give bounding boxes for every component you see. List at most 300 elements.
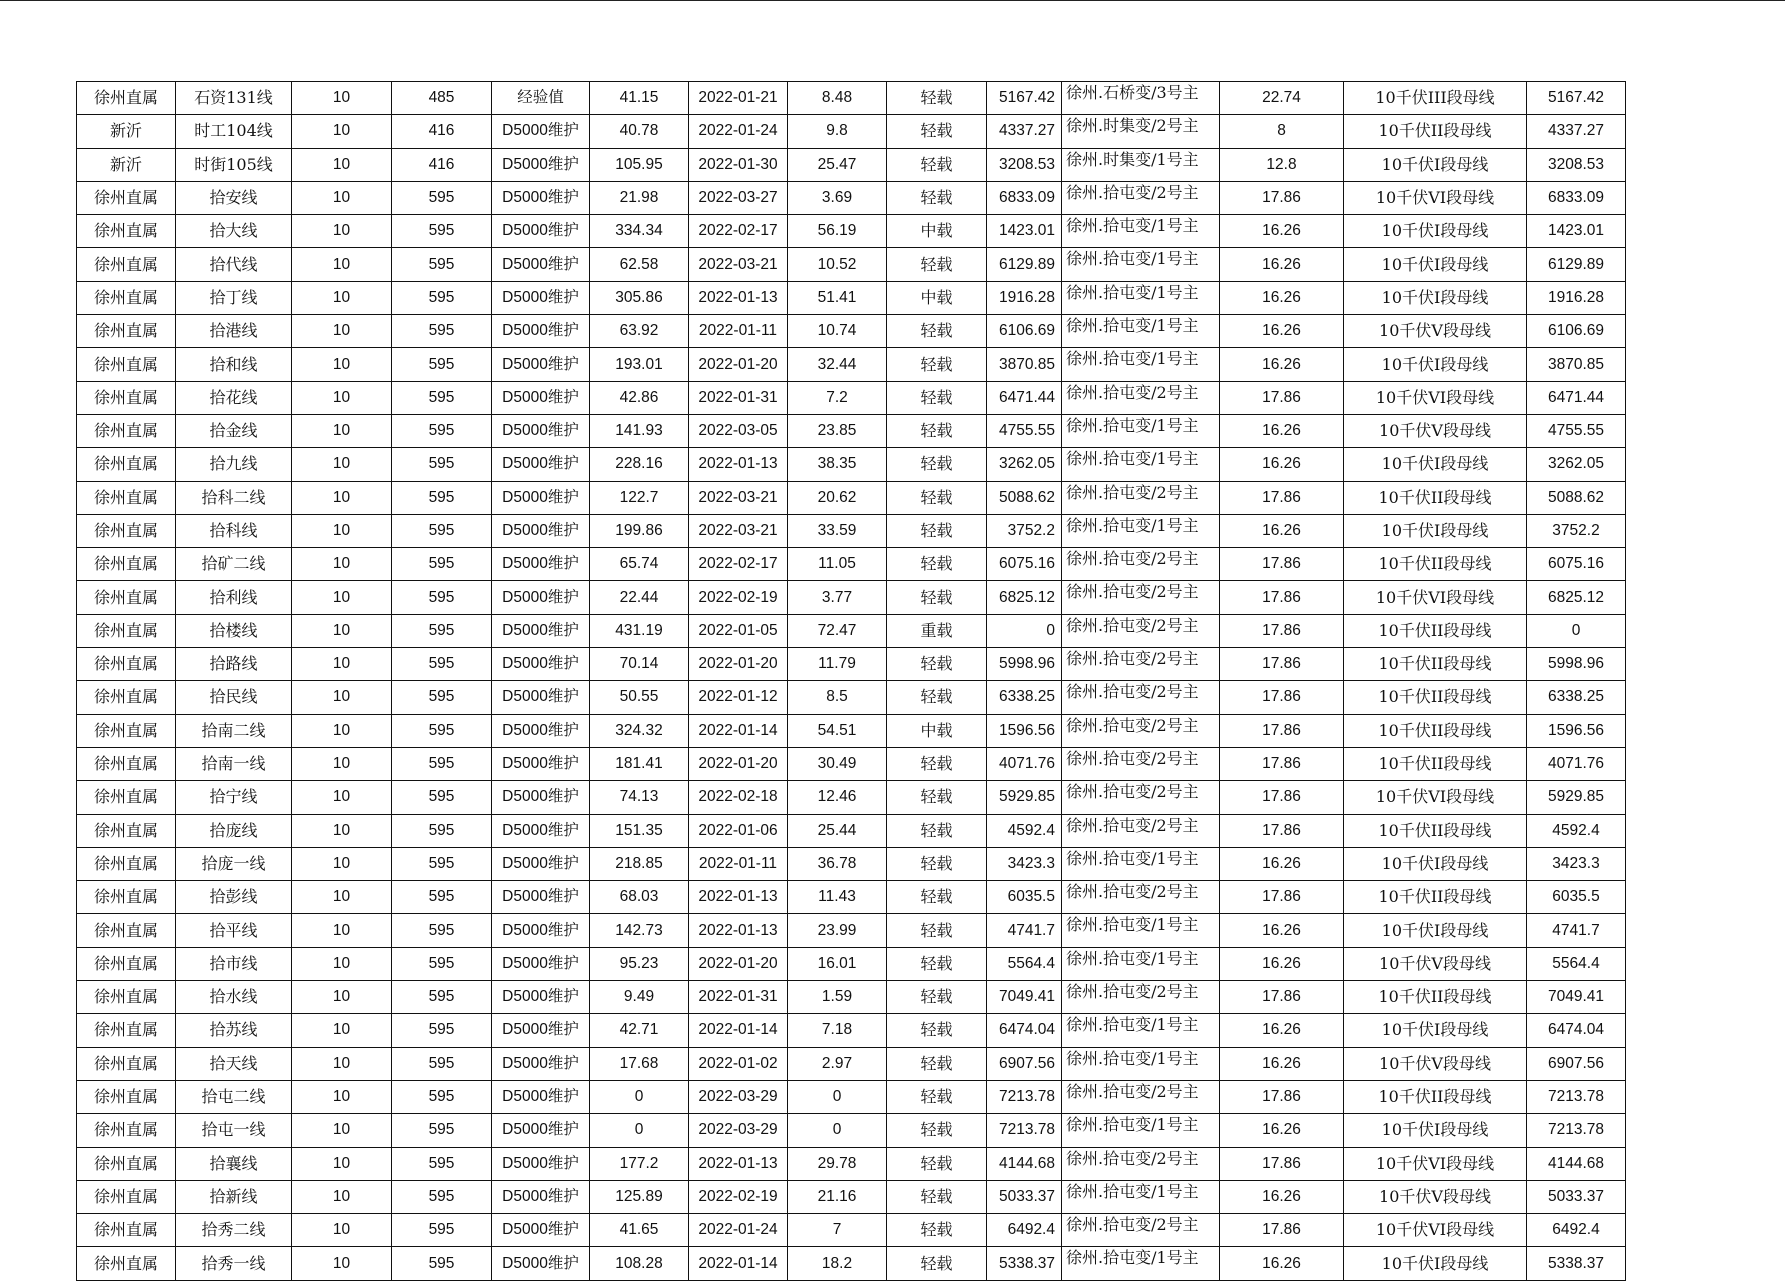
busbar-cell: 10千伏II段母线 bbox=[1344, 548, 1527, 581]
voltage-cell: 10 bbox=[292, 847, 392, 880]
load-rate-cell: 32.44 bbox=[788, 348, 887, 381]
voltage-cell: 10 bbox=[292, 914, 392, 947]
current-cell: 41.15 bbox=[590, 82, 689, 115]
available-capacity-cell: 3208.53 bbox=[987, 148, 1062, 181]
load-rate-cell: 3.69 bbox=[788, 181, 887, 214]
date-cell: 2022-03-21 bbox=[689, 248, 788, 281]
company-cell: 徐州直属 bbox=[77, 1047, 176, 1080]
company-cell: 徐州直属 bbox=[77, 648, 176, 681]
company-cell: 新沂 bbox=[77, 148, 176, 181]
source-cell: D5000维护 bbox=[492, 714, 590, 747]
line-name-cell: 时工104线 bbox=[176, 115, 292, 148]
line-name-cell: 拾屯二线 bbox=[176, 1080, 292, 1113]
transformer-cell: 徐州.拾屯变/1号主 bbox=[1062, 215, 1220, 248]
busbar-cell: 10千伏I段母线 bbox=[1344, 448, 1527, 481]
line-name-cell: 拾秀二线 bbox=[176, 1214, 292, 1247]
company-cell: 徐州直属 bbox=[77, 1214, 176, 1247]
busbar-cell: 10千伏II段母线 bbox=[1344, 881, 1527, 914]
remaining-capacity-cell: 5929.85 bbox=[1527, 781, 1626, 814]
transformer-cell: 徐州.拾屯变/2号主 bbox=[1062, 581, 1220, 614]
transformer-cell: 徐州.拾屯变/1号主 bbox=[1062, 348, 1220, 381]
load-status-cell: 轻载 bbox=[887, 814, 987, 847]
load-rate-cell: 18.2 bbox=[788, 1247, 887, 1280]
source-cell: D5000维护 bbox=[492, 781, 590, 814]
transformer-cell: 徐州.拾屯变/2号主 bbox=[1062, 681, 1220, 714]
date-cell: 2022-01-31 bbox=[689, 381, 788, 414]
load-status-cell: 轻载 bbox=[887, 181, 987, 214]
available-capacity-cell: 7213.78 bbox=[987, 1114, 1062, 1147]
table-row bbox=[77, 481, 1626, 514]
line-name-cell: 拾南一线 bbox=[176, 747, 292, 780]
company-cell: 徐州直属 bbox=[77, 348, 176, 381]
line-name-cell: 拾市线 bbox=[176, 947, 292, 980]
busbar-cell: 10千伏I段母线 bbox=[1344, 1014, 1527, 1047]
date-cell: 2022-01-31 bbox=[689, 981, 788, 1014]
transformer-cell: 徐州.拾屯变/1号主 bbox=[1062, 1114, 1220, 1147]
table-body bbox=[77, 82, 1626, 1281]
remaining-capacity-cell: 6833.09 bbox=[1527, 181, 1626, 214]
capacity-cell: 595 bbox=[392, 1014, 492, 1047]
voltage-cell: 10 bbox=[292, 348, 392, 381]
load-rate-cell: 20.62 bbox=[788, 481, 887, 514]
busbar-cell: 10千伏VI段母线 bbox=[1344, 1147, 1527, 1180]
remaining-capacity-cell: 6106.69 bbox=[1527, 315, 1626, 348]
source-cell: D5000维护 bbox=[492, 1114, 590, 1147]
voltage-cell: 10 bbox=[292, 281, 392, 314]
current-cell: 41.65 bbox=[590, 1214, 689, 1247]
company-cell: 徐州直属 bbox=[77, 1147, 176, 1180]
transformer-value-cell: 16.26 bbox=[1220, 1047, 1344, 1080]
load-rate-cell: 10.74 bbox=[788, 315, 887, 348]
busbar-cell: 10千伏V段母线 bbox=[1344, 1047, 1527, 1080]
current-cell: 62.58 bbox=[590, 248, 689, 281]
available-capacity-cell: 5564.4 bbox=[987, 947, 1062, 980]
transformer-value-cell: 16.26 bbox=[1220, 514, 1344, 547]
load-rate-cell: 56.19 bbox=[788, 215, 887, 248]
capacity-cell: 595 bbox=[392, 215, 492, 248]
current-cell: 70.14 bbox=[590, 648, 689, 681]
transformer-cell: 徐州.拾屯变/2号主 bbox=[1062, 881, 1220, 914]
available-capacity-cell: 4144.68 bbox=[987, 1147, 1062, 1180]
source-cell: D5000维护 bbox=[492, 981, 590, 1014]
date-cell: 2022-02-18 bbox=[689, 781, 788, 814]
load-rate-cell: 36.78 bbox=[788, 847, 887, 880]
load-status-cell: 轻载 bbox=[887, 514, 987, 547]
date-cell: 2022-03-05 bbox=[689, 414, 788, 447]
voltage-cell: 10 bbox=[292, 1014, 392, 1047]
capacity-cell: 595 bbox=[392, 614, 492, 647]
transformer-value-cell: 17.86 bbox=[1220, 781, 1344, 814]
available-capacity-cell: 4071.76 bbox=[987, 747, 1062, 780]
remaining-capacity-cell: 6129.89 bbox=[1527, 248, 1626, 281]
line-name-cell: 拾花线 bbox=[176, 381, 292, 414]
company-cell: 徐州直属 bbox=[77, 414, 176, 447]
busbar-cell: 10千伏II段母线 bbox=[1344, 614, 1527, 647]
load-rate-cell: 72.47 bbox=[788, 614, 887, 647]
transformer-cell: 徐州.时集变/2号主 bbox=[1062, 115, 1220, 148]
date-cell: 2022-02-19 bbox=[689, 1180, 788, 1213]
table-row bbox=[77, 414, 1626, 447]
capacity-cell: 416 bbox=[392, 115, 492, 148]
transformer-value-cell: 16.26 bbox=[1220, 1114, 1344, 1147]
remaining-capacity-cell: 3870.85 bbox=[1527, 348, 1626, 381]
table-row bbox=[77, 82, 1626, 115]
table-row bbox=[77, 947, 1626, 980]
source-cell: D5000维护 bbox=[492, 315, 590, 348]
date-cell: 2022-01-02 bbox=[689, 1047, 788, 1080]
remaining-capacity-cell: 1423.01 bbox=[1527, 215, 1626, 248]
transformer-cell: 徐州.拾屯变/2号主 bbox=[1062, 381, 1220, 414]
load-status-cell: 轻载 bbox=[887, 581, 987, 614]
table-row bbox=[77, 648, 1626, 681]
load-status-cell: 轻载 bbox=[887, 1214, 987, 1247]
available-capacity-cell: 6471.44 bbox=[987, 381, 1062, 414]
busbar-cell: 10千伏V段母线 bbox=[1344, 414, 1527, 447]
available-capacity-cell: 5088.62 bbox=[987, 481, 1062, 514]
load-status-cell: 中载 bbox=[887, 215, 987, 248]
company-cell: 徐州直属 bbox=[77, 82, 176, 115]
date-cell: 2022-01-13 bbox=[689, 914, 788, 947]
line-name-cell: 拾南二线 bbox=[176, 714, 292, 747]
busbar-cell: 10千伏I段母线 bbox=[1344, 847, 1527, 880]
table-row bbox=[77, 115, 1626, 148]
company-cell: 徐州直属 bbox=[77, 514, 176, 547]
capacity-cell: 595 bbox=[392, 248, 492, 281]
line-name-cell: 拾民线 bbox=[176, 681, 292, 714]
transformer-value-cell: 12.8 bbox=[1220, 148, 1344, 181]
table-row bbox=[77, 681, 1626, 714]
transformer-value-cell: 17.86 bbox=[1220, 1147, 1344, 1180]
transformer-value-cell: 17.86 bbox=[1220, 814, 1344, 847]
load-rate-cell: 23.99 bbox=[788, 914, 887, 947]
capacity-cell: 595 bbox=[392, 747, 492, 780]
line-name-cell: 拾秀一线 bbox=[176, 1247, 292, 1280]
capacity-cell: 595 bbox=[392, 281, 492, 314]
source-cell: D5000维护 bbox=[492, 381, 590, 414]
table-row bbox=[77, 348, 1626, 381]
available-capacity-cell: 6035.5 bbox=[987, 881, 1062, 914]
line-name-cell: 拾新线 bbox=[176, 1180, 292, 1213]
transformer-cell: 徐州.拾屯变/1号主 bbox=[1062, 914, 1220, 947]
voltage-cell: 10 bbox=[292, 1047, 392, 1080]
transformer-value-cell: 16.26 bbox=[1220, 914, 1344, 947]
capacity-cell: 595 bbox=[392, 914, 492, 947]
busbar-cell: 10千伏II段母线 bbox=[1344, 481, 1527, 514]
company-cell: 徐州直属 bbox=[77, 1180, 176, 1213]
source-cell: D5000维护 bbox=[492, 548, 590, 581]
busbar-cell: 10千伏I段母线 bbox=[1344, 215, 1527, 248]
load-status-cell: 轻载 bbox=[887, 947, 987, 980]
current-cell: 151.35 bbox=[590, 814, 689, 847]
busbar-cell: 10千伏VI段母线 bbox=[1344, 381, 1527, 414]
current-cell: 141.93 bbox=[590, 414, 689, 447]
load-status-cell: 轻载 bbox=[887, 648, 987, 681]
capacity-cell: 595 bbox=[392, 1080, 492, 1113]
line-name-cell: 石资131线 bbox=[176, 82, 292, 115]
capacity-cell: 595 bbox=[392, 814, 492, 847]
remaining-capacity-cell: 6338.25 bbox=[1527, 681, 1626, 714]
line-name-cell: 拾九线 bbox=[176, 448, 292, 481]
line-name-cell: 拾水线 bbox=[176, 981, 292, 1014]
available-capacity-cell: 6492.4 bbox=[987, 1214, 1062, 1247]
capacity-cell: 595 bbox=[392, 1114, 492, 1147]
table-row bbox=[77, 1114, 1626, 1147]
remaining-capacity-cell: 1916.28 bbox=[1527, 281, 1626, 314]
load-status-cell: 中载 bbox=[887, 281, 987, 314]
voltage-cell: 10 bbox=[292, 148, 392, 181]
load-status-cell: 轻载 bbox=[887, 448, 987, 481]
voltage-cell: 10 bbox=[292, 714, 392, 747]
line-name-cell: 拾庞线 bbox=[176, 814, 292, 847]
company-cell: 徐州直属 bbox=[77, 448, 176, 481]
table-row bbox=[77, 981, 1626, 1014]
transformer-cell: 徐州.拾屯变/1号主 bbox=[1062, 1180, 1220, 1213]
transformer-cell: 徐州.拾屯变/1号主 bbox=[1062, 514, 1220, 547]
transformer-cell: 徐州.拾屯变/2号主 bbox=[1062, 181, 1220, 214]
company-cell: 徐州直属 bbox=[77, 847, 176, 880]
busbar-cell: 10千伏II段母线 bbox=[1344, 814, 1527, 847]
capacity-cell: 595 bbox=[392, 581, 492, 614]
capacity-cell: 595 bbox=[392, 714, 492, 747]
source-cell: D5000维护 bbox=[492, 881, 590, 914]
date-cell: 2022-03-27 bbox=[689, 181, 788, 214]
busbar-cell: 10千伏I段母线 bbox=[1344, 281, 1527, 314]
source-cell: D5000维护 bbox=[492, 248, 590, 281]
load-rate-cell: 11.05 bbox=[788, 548, 887, 581]
line-name-cell: 拾科线 bbox=[176, 514, 292, 547]
load-rate-cell: 7.18 bbox=[788, 1014, 887, 1047]
available-capacity-cell: 3262.05 bbox=[987, 448, 1062, 481]
remaining-capacity-cell: 4592.4 bbox=[1527, 814, 1626, 847]
load-rate-cell: 23.85 bbox=[788, 414, 887, 447]
date-cell: 2022-01-30 bbox=[689, 148, 788, 181]
load-status-cell: 轻载 bbox=[887, 914, 987, 947]
available-capacity-cell: 1423.01 bbox=[987, 215, 1062, 248]
table-row bbox=[77, 581, 1626, 614]
available-capacity-cell: 4337.27 bbox=[987, 115, 1062, 148]
transformer-value-cell: 16.26 bbox=[1220, 281, 1344, 314]
voltage-cell: 10 bbox=[292, 614, 392, 647]
date-cell: 2022-03-21 bbox=[689, 514, 788, 547]
transformer-value-cell: 17.86 bbox=[1220, 681, 1344, 714]
remaining-capacity-cell: 7213.78 bbox=[1527, 1114, 1626, 1147]
source-cell: D5000维护 bbox=[492, 581, 590, 614]
voltage-cell: 10 bbox=[292, 115, 392, 148]
capacity-cell: 595 bbox=[392, 348, 492, 381]
transformer-cell: 徐州.拾屯变/1号主 bbox=[1062, 1047, 1220, 1080]
company-cell: 徐州直属 bbox=[77, 947, 176, 980]
load-rate-cell: 10.52 bbox=[788, 248, 887, 281]
company-cell: 徐州直属 bbox=[77, 381, 176, 414]
company-cell: 徐州直属 bbox=[77, 981, 176, 1014]
line-name-cell: 拾矿二线 bbox=[176, 548, 292, 581]
date-cell: 2022-02-17 bbox=[689, 215, 788, 248]
busbar-cell: 10千伏II段母线 bbox=[1344, 747, 1527, 780]
table-row bbox=[77, 514, 1626, 547]
available-capacity-cell: 6474.04 bbox=[987, 1014, 1062, 1047]
transformer-value-cell: 17.86 bbox=[1220, 747, 1344, 780]
busbar-cell: 10千伏II段母线 bbox=[1344, 648, 1527, 681]
busbar-cell: 10千伏II段母线 bbox=[1344, 1080, 1527, 1113]
source-cell: D5000维护 bbox=[492, 1080, 590, 1113]
voltage-cell: 10 bbox=[292, 781, 392, 814]
capacity-cell: 595 bbox=[392, 1247, 492, 1280]
load-status-cell: 轻载 bbox=[887, 1180, 987, 1213]
source-cell: D5000维护 bbox=[492, 148, 590, 181]
capacity-cell: 595 bbox=[392, 981, 492, 1014]
current-cell: 108.28 bbox=[590, 1247, 689, 1280]
current-cell: 334.34 bbox=[590, 215, 689, 248]
current-cell: 0 bbox=[590, 1114, 689, 1147]
line-name-cell: 拾庞一线 bbox=[176, 847, 292, 880]
table-row bbox=[77, 1147, 1626, 1180]
date-cell: 2022-01-14 bbox=[689, 714, 788, 747]
available-capacity-cell: 6338.25 bbox=[987, 681, 1062, 714]
available-capacity-cell: 4592.4 bbox=[987, 814, 1062, 847]
date-cell: 2022-01-21 bbox=[689, 82, 788, 115]
transformer-value-cell: 17.86 bbox=[1220, 181, 1344, 214]
line-name-cell: 拾大线 bbox=[176, 215, 292, 248]
voltage-cell: 10 bbox=[292, 648, 392, 681]
load-rate-cell: 38.35 bbox=[788, 448, 887, 481]
remaining-capacity-cell: 3208.53 bbox=[1527, 148, 1626, 181]
busbar-cell: 10千伏VI段母线 bbox=[1344, 1214, 1527, 1247]
load-status-cell: 轻载 bbox=[887, 82, 987, 115]
transformer-cell: 徐州.拾屯变/1号主 bbox=[1062, 448, 1220, 481]
source-cell: D5000维护 bbox=[492, 181, 590, 214]
transformer-value-cell: 17.86 bbox=[1220, 548, 1344, 581]
date-cell: 2022-01-06 bbox=[689, 814, 788, 847]
capacity-cell: 595 bbox=[392, 1214, 492, 1247]
load-rate-cell: 25.44 bbox=[788, 814, 887, 847]
available-capacity-cell: 5338.37 bbox=[987, 1247, 1062, 1280]
source-cell: D5000维护 bbox=[492, 914, 590, 947]
date-cell: 2022-03-29 bbox=[689, 1114, 788, 1147]
transformer-cell: 徐州.拾屯变/1号主 bbox=[1062, 248, 1220, 281]
table-row bbox=[77, 747, 1626, 780]
remaining-capacity-cell: 5998.96 bbox=[1527, 648, 1626, 681]
line-name-cell: 拾苏线 bbox=[176, 1014, 292, 1047]
transformer-value-cell: 16.26 bbox=[1220, 1014, 1344, 1047]
transformer-value-cell: 16.26 bbox=[1220, 414, 1344, 447]
transformer-value-cell: 17.86 bbox=[1220, 648, 1344, 681]
available-capacity-cell: 6833.09 bbox=[987, 181, 1062, 214]
capacity-cell: 485 bbox=[392, 82, 492, 115]
current-cell: 125.89 bbox=[590, 1180, 689, 1213]
source-cell: D5000维护 bbox=[492, 448, 590, 481]
load-status-cell: 轻载 bbox=[887, 248, 987, 281]
transformer-cell: 徐州.拾屯变/2号主 bbox=[1062, 814, 1220, 847]
voltage-cell: 10 bbox=[292, 514, 392, 547]
date-cell: 2022-01-13 bbox=[689, 881, 788, 914]
feeder-load-table bbox=[76, 81, 1626, 1281]
remaining-capacity-cell: 5564.4 bbox=[1527, 947, 1626, 980]
remaining-capacity-cell: 4337.27 bbox=[1527, 115, 1626, 148]
company-cell: 徐州直属 bbox=[77, 714, 176, 747]
table-row bbox=[77, 148, 1626, 181]
busbar-cell: 10千伏I段母线 bbox=[1344, 914, 1527, 947]
remaining-capacity-cell: 6075.16 bbox=[1527, 548, 1626, 581]
capacity-cell: 595 bbox=[392, 181, 492, 214]
company-cell: 徐州直属 bbox=[77, 1247, 176, 1280]
company-cell: 新沂 bbox=[77, 115, 176, 148]
voltage-cell: 10 bbox=[292, 481, 392, 514]
company-cell: 徐州直属 bbox=[77, 814, 176, 847]
transformer-value-cell: 8 bbox=[1220, 115, 1344, 148]
load-rate-cell: 33.59 bbox=[788, 514, 887, 547]
company-cell: 徐州直属 bbox=[77, 681, 176, 714]
line-name-cell: 拾代线 bbox=[176, 248, 292, 281]
voltage-cell: 10 bbox=[292, 248, 392, 281]
date-cell: 2022-01-14 bbox=[689, 1247, 788, 1280]
voltage-cell: 10 bbox=[292, 1147, 392, 1180]
available-capacity-cell: 1916.28 bbox=[987, 281, 1062, 314]
voltage-cell: 10 bbox=[292, 947, 392, 980]
line-name-cell: 拾平线 bbox=[176, 914, 292, 947]
load-rate-cell: 21.16 bbox=[788, 1180, 887, 1213]
load-rate-cell: 1.59 bbox=[788, 981, 887, 1014]
source-cell: D5000维护 bbox=[492, 481, 590, 514]
current-cell: 105.95 bbox=[590, 148, 689, 181]
line-name-cell: 拾丁线 bbox=[176, 281, 292, 314]
remaining-capacity-cell: 5167.42 bbox=[1527, 82, 1626, 115]
busbar-cell: 10千伏III段母线 bbox=[1344, 82, 1527, 115]
date-cell: 2022-02-17 bbox=[689, 548, 788, 581]
available-capacity-cell: 1596.56 bbox=[987, 714, 1062, 747]
current-cell: 177.2 bbox=[590, 1147, 689, 1180]
load-status-cell: 轻载 bbox=[887, 1014, 987, 1047]
current-cell: 65.74 bbox=[590, 548, 689, 581]
transformer-cell: 徐州.拾屯变/2号主 bbox=[1062, 1080, 1220, 1113]
source-cell: D5000维护 bbox=[492, 1014, 590, 1047]
transformer-cell: 徐州.拾屯变/2号主 bbox=[1062, 481, 1220, 514]
current-cell: 50.55 bbox=[590, 681, 689, 714]
busbar-cell: 10千伏I段母线 bbox=[1344, 348, 1527, 381]
load-rate-cell: 3.77 bbox=[788, 581, 887, 614]
voltage-cell: 10 bbox=[292, 1214, 392, 1247]
available-capacity-cell: 5033.37 bbox=[987, 1180, 1062, 1213]
current-cell: 21.98 bbox=[590, 181, 689, 214]
capacity-cell: 595 bbox=[392, 847, 492, 880]
line-name-cell: 拾宁线 bbox=[176, 781, 292, 814]
source-cell: D5000维护 bbox=[492, 648, 590, 681]
current-cell: 228.16 bbox=[590, 448, 689, 481]
date-cell: 2022-01-11 bbox=[689, 847, 788, 880]
remaining-capacity-cell: 6825.12 bbox=[1527, 581, 1626, 614]
load-status-cell: 轻载 bbox=[887, 414, 987, 447]
transformer-cell: 徐州.拾屯变/2号主 bbox=[1062, 781, 1220, 814]
source-cell: D5000维护 bbox=[492, 847, 590, 880]
transformer-value-cell: 16.26 bbox=[1220, 1247, 1344, 1280]
remaining-capacity-cell: 3752.2 bbox=[1527, 514, 1626, 547]
load-rate-cell: 12.46 bbox=[788, 781, 887, 814]
capacity-cell: 595 bbox=[392, 648, 492, 681]
line-name-cell: 拾金线 bbox=[176, 414, 292, 447]
transformer-cell: 徐州.拾屯变/2号主 bbox=[1062, 548, 1220, 581]
load-status-cell: 轻载 bbox=[887, 1080, 987, 1113]
load-rate-cell: 8.5 bbox=[788, 681, 887, 714]
table-row bbox=[77, 281, 1626, 314]
load-status-cell: 轻载 bbox=[887, 1114, 987, 1147]
voltage-cell: 10 bbox=[292, 548, 392, 581]
capacity-cell: 595 bbox=[392, 681, 492, 714]
transformer-value-cell: 16.26 bbox=[1220, 315, 1344, 348]
busbar-cell: 10千伏II段母线 bbox=[1344, 681, 1527, 714]
source-cell: D5000维护 bbox=[492, 681, 590, 714]
busbar-cell: 10千伏V段母线 bbox=[1344, 1180, 1527, 1213]
load-status-cell: 轻载 bbox=[887, 348, 987, 381]
available-capacity-cell: 7213.78 bbox=[987, 1080, 1062, 1113]
